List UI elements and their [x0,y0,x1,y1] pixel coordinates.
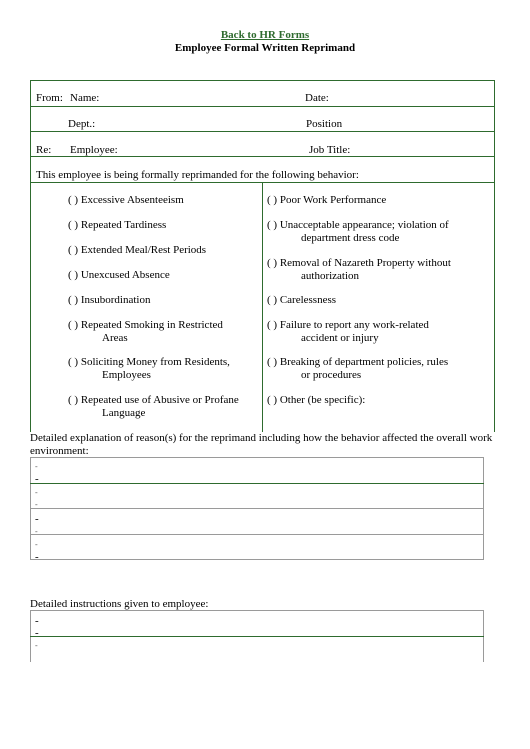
form-border-right [494,80,495,432]
instructions-box-top [30,610,484,611]
behavior-checkbox[interactable]: ( ) Repeated use of Abusive or Profane [68,394,239,406]
line-marker: - [35,540,38,549]
behavior-checkbox-continued: Employees [102,369,151,381]
line-marker: - [35,513,39,525]
divider [30,131,495,132]
behavior-checkbox[interactable]: ( ) Other (be specific): [267,394,366,406]
name-field[interactable]: Name: [70,92,100,104]
behavior-checkbox[interactable]: ( ) Carelessness [267,294,337,306]
line-marker: - [35,627,39,639]
behavior-checkbox[interactable]: ( ) Extended Meal/Rest Periods [68,244,207,256]
behavior-checkbox[interactable]: ( ) Unexcused Absence [68,269,170,281]
explanation-line[interactable] [30,483,484,484]
job-title-field[interactable]: Job Title: [309,144,351,156]
line-marker: - [35,527,38,536]
behavior-checkbox-continued: accident or injury [301,332,379,344]
line-marker: - [35,473,39,485]
from-label: From: [36,92,63,104]
line-marker: - [35,641,38,650]
reprimand-intro: This employee is being formally reprimanded for the following behavior: [36,169,359,181]
line-marker: - [35,551,39,563]
line-marker: - [35,462,38,471]
date-field[interactable]: Date: [305,92,329,104]
behavior-checkbox[interactable]: ( ) Excessive Absenteeism [68,194,184,206]
line-marker: - [35,500,38,509]
behavior-checkbox[interactable]: ( ) Soliciting Money from Residents, [68,356,230,368]
explanation-line[interactable] [30,534,484,535]
explanation-label: Detailed explanation of reason(s) for the reprimand including how the behavior affected the overall work environment: [30,432,493,457]
behavior-checkbox[interactable]: ( ) Breaking of department policies, rules [267,356,449,368]
form-border-left [30,80,31,432]
form-border-top [30,80,495,81]
line-marker: - [35,615,39,627]
line-marker: - [35,488,38,497]
behavior-checkbox[interactable]: ( ) Poor Work Performance [267,194,387,206]
behavior-checkbox-continued: or procedures [301,369,362,381]
form-title: Employee Formal Written Reprimand [174,42,356,54]
explanation-line[interactable] [30,508,484,509]
behavior-checkbox[interactable]: ( ) Removal of Nazareth Property without [267,257,451,269]
position-field[interactable]: Position [306,118,343,130]
behavior-checkbox[interactable]: ( ) Repeated Smoking in Restricted [68,319,223,331]
behavior-checkbox-continued: Areas [102,332,128,344]
divider [30,106,495,107]
explanation-box-top [30,457,484,458]
back-to-hr-forms-link[interactable]: Back to HR Forms [220,29,310,41]
behavior-checkbox[interactable]: ( ) Failure to report any work-related [267,319,429,331]
behavior-checkbox[interactable]: ( ) Repeated Tardiness [68,219,167,231]
behavior-column-divider [262,182,263,432]
re-label: Re: [36,144,52,156]
dept-field[interactable]: Dept.: [68,118,96,130]
behavior-checkbox-continued: department dress code [301,232,400,244]
employee-field[interactable]: Employee: [70,144,118,156]
explanation-box-bottom [30,559,484,560]
behavior-checkbox[interactable]: ( ) Insubordination [68,294,151,306]
behavior-checkbox-continued: authorization [301,270,360,282]
instructions-label: Detailed instructions given to employee: [30,598,209,610]
behavior-checkbox[interactable]: ( ) Unacceptable appearance; violation of [267,219,449,231]
instructions-line[interactable] [30,636,484,637]
behavior-checkbox-continued: Language [102,407,146,419]
